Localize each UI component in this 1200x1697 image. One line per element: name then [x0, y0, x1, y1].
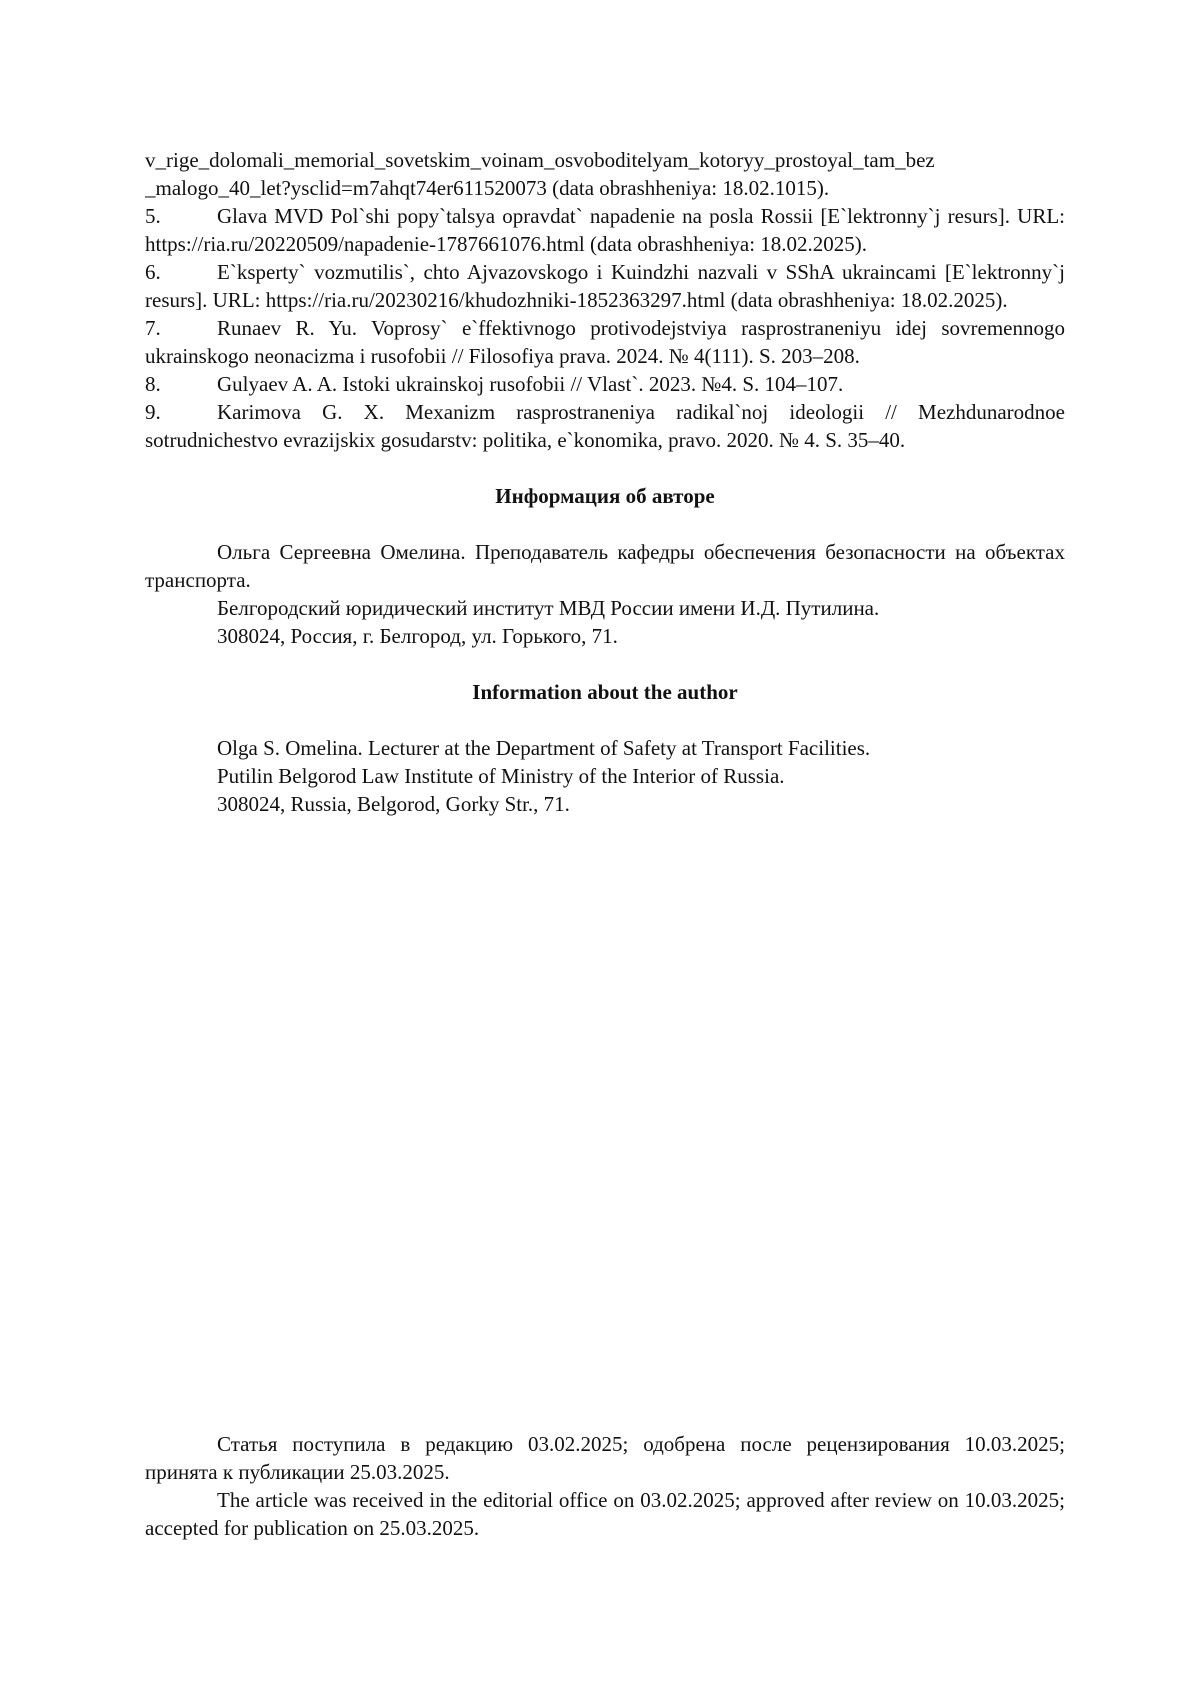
author-address-ru: 308024, Россия, г. Белгород, ул. Горького, 71.: [217, 624, 618, 648]
author-info-heading-en: Information about the author: [472, 680, 738, 704]
reference-number: 6.: [145, 260, 161, 284]
reference-text: Karimova G. X. Mexanizm rasprostraneniya radikal`noj ideologii // Mezhdunarodnoe sotrudnichestvo evrazijskix gosudarstv: politika, e`konomika, pravo. 2020. № 4. S. 35–40.: [145, 400, 1065, 452]
reference-number: 5.: [145, 204, 161, 228]
reference-text: Runaev R. Yu. Voprosy` e`ffektivnogo protivodejstviya rasprostraneniyu idej sovremennogo ukrainskogo neonacizma i rusofobii // Filosofiya prava. 2024. № 4(111). S. 203–208.: [145, 316, 1065, 368]
reference-text: Glava MVD Pol`shi popy`talsya opravdat` napadenie na posla Rossii [E`lektronny`j resurs]. URL: https://ria.ru/20220509/napadenie-1787661076.html (data obrashheniya: 18.02.2025).: [145, 204, 1065, 256]
author-institute-en: Putilin Belgorod Law Institute of Ministry of the Interior of Russia.: [217, 764, 785, 788]
document-page: [145, 146, 1065, 818]
reference-item: [145, 398, 1065, 454]
reference-number: 9.: [145, 400, 161, 424]
author-name-ru: Ольга Сергеевна Омелина. Преподаватель кафедры обеспечения безопасности на объектах транспорта.: [145, 540, 1065, 592]
author-institute-ru: Белгородский юридический институт МВД России имени И.Д. Путилина.: [217, 596, 880, 620]
reference-number: 8.: [145, 372, 161, 396]
reference-continuation-line-1: v_rige_dolomali_memorial_sovetskim_voinam_osvoboditelyam_kotoryy_prostoyal_tam_bez: [145, 148, 935, 172]
reference-continuation-line-2: _malogo_40_let?ysclid=m7ahqt74er611520073 (data obrashheniya: 18.02.1015).: [145, 176, 830, 200]
article-dates-en: The article was received in the editorial office on 03.02.2025; approved after review on 10.03.2025; accepted for publication on 25.03.2025.: [145, 1488, 1065, 1540]
article-dates-ru: Статья поступила в редакцию 03.02.2025; одобрена после рецензирования 10.03.2025; принята к публикации 25.03.2025.: [145, 1432, 1065, 1484]
reference-item: [145, 370, 1065, 398]
article-dates: [145, 1430, 1065, 1542]
reference-item: [145, 202, 1065, 258]
author-address-en: 308024, Russia, Belgorod, Gorky Str., 71.: [217, 792, 570, 816]
author-info-heading-ru: Информация об авторе: [495, 484, 715, 508]
reference-text: Gulyaev A. A. Istoki ukrainskoj rusofobii // Vlast`. 2023. №4. S. 104–107.: [217, 372, 844, 396]
author-name-en: Olga S. Omelina. Lecturer at the Department of Safety at Transport Facilities.: [217, 736, 871, 760]
reference-number: 7.: [145, 316, 161, 340]
reference-text: E`ksperty` vozmutilis`, chto Ajvazovskogo i Kuindzhi nazvali v SShA ukraincami [E`lektronny`j resurs]. URL: https://ria.ru/20230216/khudozhniki-1852363297.html (data obrashheniya: 18.02.2025).: [145, 260, 1065, 312]
reference-item: [145, 314, 1065, 370]
reference-item: [145, 258, 1065, 314]
